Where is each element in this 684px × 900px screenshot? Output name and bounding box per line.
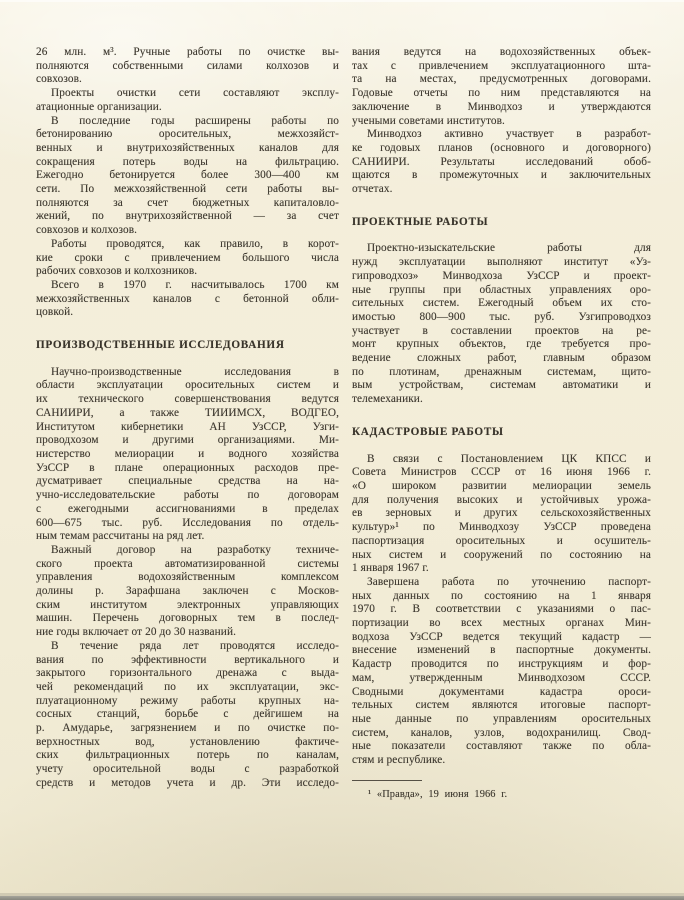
text-line: межхозяйственных каналов с бетонной обли- <box>36 292 339 305</box>
text-line: Ежегодно бетонируется более 300—400 км <box>36 169 339 182</box>
text-line: Проекты очистки сети составляют эксплу- <box>51 87 339 100</box>
text-line: плуатационному режиму работы крупных на- <box>36 694 339 707</box>
text-line: совхозов и колхозов. <box>36 224 138 237</box>
text-line: бетонированию оросительных, межхозяйст- <box>36 128 339 141</box>
text-line: водхоза УзССР ведется текущий кадастр — <box>352 630 651 643</box>
paragraph <box>352 128 651 197</box>
text-line: внесение изменений в паспортные документы. <box>352 644 651 657</box>
text-line: ев зерновых и других сельскохозяйственных <box>352 507 651 520</box>
text-line: проводхозом и другими организациями. Ми- <box>36 434 339 447</box>
text-line: для получения высоких и устойчивых урожа- <box>352 493 651 506</box>
text-line: Завершена работа по уточнению паспорт- <box>367 575 651 588</box>
text-line: Минводхоз активно участвует в разработ- <box>367 128 651 141</box>
page-bottom-edge <box>0 896 684 900</box>
text-line: ского проекта автоматизированной системы <box>36 557 339 570</box>
text-column-left <box>36 46 339 791</box>
text-line: тельных систем являются итоговые паспорт- <box>352 699 651 712</box>
text-line: мам, утвержденным Минводхозом СССР. <box>352 671 651 684</box>
text-line: вания по эффективности вертикального и <box>36 653 339 666</box>
text-line: жений, по внутрихозяйственной — за счет <box>36 210 339 223</box>
text-line: долины р. Зарафшана заключен с Москов- <box>36 585 339 598</box>
paragraph <box>36 238 339 279</box>
text-line: управления водохозяйственным комплексом <box>36 571 339 584</box>
paragraph <box>36 279 339 320</box>
text-line: Совета Министров СССР от 16 июня 1966 г. <box>352 466 651 479</box>
text-line: ные данные по управлениям оросительных <box>352 712 651 725</box>
text-line: 1970 г. В соответствии с указаниями о пас- <box>352 603 651 616</box>
text-line: сети. По межхозяйственной сети работы вы- <box>36 183 339 196</box>
text-column-right <box>352 46 651 801</box>
text-line: систем, каналов, узлов, водохранилищ. Свод- <box>352 726 651 739</box>
text-line: учету оросительной воды с разработкой <box>36 763 339 776</box>
text-line: совхозов. <box>36 73 82 86</box>
text-line: учно-исследовательские работы по договорам <box>36 489 339 502</box>
text-line: отчетах. <box>352 183 393 196</box>
text-line: нистерство мелиорации и водного хозяйства <box>36 447 339 460</box>
text-line: Всего в 1970 г. насчитывалось 1700 км <box>51 278 339 291</box>
text-line: ные группы при областных управлениях оро- <box>352 283 651 296</box>
text-line: ведение сложных работ, главным образом <box>352 352 651 365</box>
paragraph <box>36 115 339 238</box>
paragraph <box>36 640 339 791</box>
text-line: культур»¹ по Минводхозу УзССР проведена <box>352 521 651 534</box>
text-line: учеными советами институтов. <box>352 114 505 127</box>
text-line: с ежегодными ассигнованиями в пределах <box>36 502 339 515</box>
text-line: САНИИРИ, а также ТИИИМСХ, ВОДГЕО, <box>36 406 339 419</box>
section-heading: ПРОИЗВОДСТВЕННЫЕ ИССЛЕДОВАНИЯ <box>36 339 285 352</box>
text-line: средств и методов учета и др. Эти исследо- <box>36 776 339 789</box>
text-line: В последние годы расширены работы по <box>51 114 339 127</box>
text-line: участвует в составлении проектов на ре- <box>352 324 651 337</box>
paragraph <box>36 544 339 640</box>
footnote-text: ¹ «Правда», 19 июня 1966 г. <box>368 788 508 800</box>
paragraph <box>352 576 651 768</box>
text-line: вым устройствам, системам автоматики и <box>352 379 651 392</box>
text-line: ским институтом электронных управляющих <box>36 598 339 611</box>
text-line: ные показатели составляют также по обла- <box>352 740 651 753</box>
text-line: их технического совершенствования ведутся <box>36 393 339 406</box>
text-line: верхностных вод, установлению фактиче- <box>36 735 339 748</box>
text-line: чей рекомендаций по их эксплуатации, экс- <box>36 680 339 693</box>
text-line: кие сроки с привлечением большого числа <box>36 251 339 264</box>
text-line: щаются в промежуточных и заключительных <box>352 169 651 182</box>
text-line: Важный договор на разработку техниче- <box>51 543 339 556</box>
text-line: 26 млн. м³. Ручные работы по очистке вы- <box>36 46 339 58</box>
paragraph <box>352 453 651 576</box>
text-line: Научно-производственные исследования в <box>51 365 339 378</box>
section-heading: КАДАСТРОВЫЕ РАБОТЫ <box>352 425 504 438</box>
text-line: Проектно-изыскательские работы для <box>367 242 651 255</box>
text-line: монт крупных объектов, где требуется про- <box>352 338 651 351</box>
text-line: дусматривает специальные средства на на- <box>36 475 339 488</box>
text-line: вания ведутся на водохозяйственных объек- <box>352 46 651 58</box>
paragraph <box>352 46 651 128</box>
text-line: полняются за счет бюджетных капиталовло- <box>36 196 339 209</box>
text-line: сосных станций, борьбе с дейгишем на <box>36 708 339 721</box>
text-line: ных данных по состоянию на 1 января <box>352 589 651 602</box>
text-line: гипроводхоз» Минводхоза УзССР и проект- <box>352 269 651 282</box>
text-line: ских фильтрационных потерь по каналам, <box>36 749 339 762</box>
footnote <box>352 780 651 801</box>
text-line: заключение в Минводхоз и утверждаются <box>352 100 651 113</box>
text-line: атационные организации. <box>36 100 162 113</box>
paragraph <box>352 242 651 406</box>
paragraph <box>36 87 339 114</box>
text-line: р. Амударье, загрязнением и по очистке по- <box>36 722 339 735</box>
text-line: «О широком развитии мелиорации земель <box>352 479 651 492</box>
text-line: цовкой. <box>36 306 74 319</box>
text-line: УзССР в плане операционных расходов пре- <box>36 461 339 474</box>
text-line: стям и республике. <box>352 754 446 767</box>
text-line: 600—675 тыс. руб. Исследования по отдель- <box>36 516 339 529</box>
text-line: сокращения потерь воды на фильтрацию. <box>36 155 339 168</box>
text-line: 1 января 1967 г. <box>352 562 429 575</box>
text-line: нужд эксплуатации выполняют институт «Уз- <box>352 256 651 269</box>
text-line: по плотинам, дренажным системам, щито- <box>352 365 651 378</box>
text-line: машин. Перечень договорных тем в послед- <box>36 612 339 625</box>
text-line: В связи с Постановлением ЦК КПСС и <box>367 452 651 465</box>
text-line: ных систем и сооружений по состоянию на <box>352 548 651 561</box>
page-top-edge <box>0 0 684 2</box>
text-line: Сводными документами кадастра ороси- <box>352 685 651 698</box>
text-line: паспортизация оросительных и осушитель- <box>352 534 651 547</box>
footnote-rule <box>352 780 422 781</box>
text-line: имостью 800—900 тыс. руб. Узгипроводхоз <box>352 310 651 323</box>
text-line: ным темам рассчитаны на ряд лет. <box>36 530 205 543</box>
text-line: венных и внутрихозяйственных каналов для <box>36 141 339 154</box>
text-line: Кадастр проводится по инструкциям и фор- <box>352 658 651 671</box>
text-line: портизации во всех местных органах Мин- <box>352 617 651 630</box>
text-line: Годовые отчеты по ним представляются на <box>352 87 651 100</box>
text-line: ке годовых планов (основного и договорного) <box>352 141 651 154</box>
paragraph <box>36 46 339 87</box>
section-heading: ПРОЕКТНЫЕ РАБОТЫ <box>352 215 489 228</box>
text-line: рабочих совхозов и колхозников. <box>36 265 198 278</box>
paragraph <box>36 366 339 544</box>
text-line: Работы проводятся, как правило, в корот- <box>51 237 339 250</box>
text-line: Институтом кибернетики АН УзССР, Узги- <box>36 420 339 433</box>
text-line: сительных систем. Ежегодный объем их сто- <box>352 297 651 310</box>
text-line: В течение ряда лет проводятся исследо- <box>51 639 339 652</box>
text-line: закрытого горизонтального дренажа с выда- <box>36 667 339 680</box>
text-line: та на местах, предусмотренных договорами. <box>352 73 651 86</box>
text-line: тах с привлечением эксплуатационного шта- <box>352 59 651 72</box>
text-line: телемеханики. <box>352 393 423 406</box>
text-line: области эксплуатации оросительных систем и <box>36 379 339 392</box>
text-line: САНИИРИ. Результаты исследований обоб- <box>352 155 651 168</box>
text-line: полняются собственными силами колхозов и <box>36 59 339 72</box>
text-line: ние годы включает от 20 до 30 названий. <box>36 626 237 639</box>
